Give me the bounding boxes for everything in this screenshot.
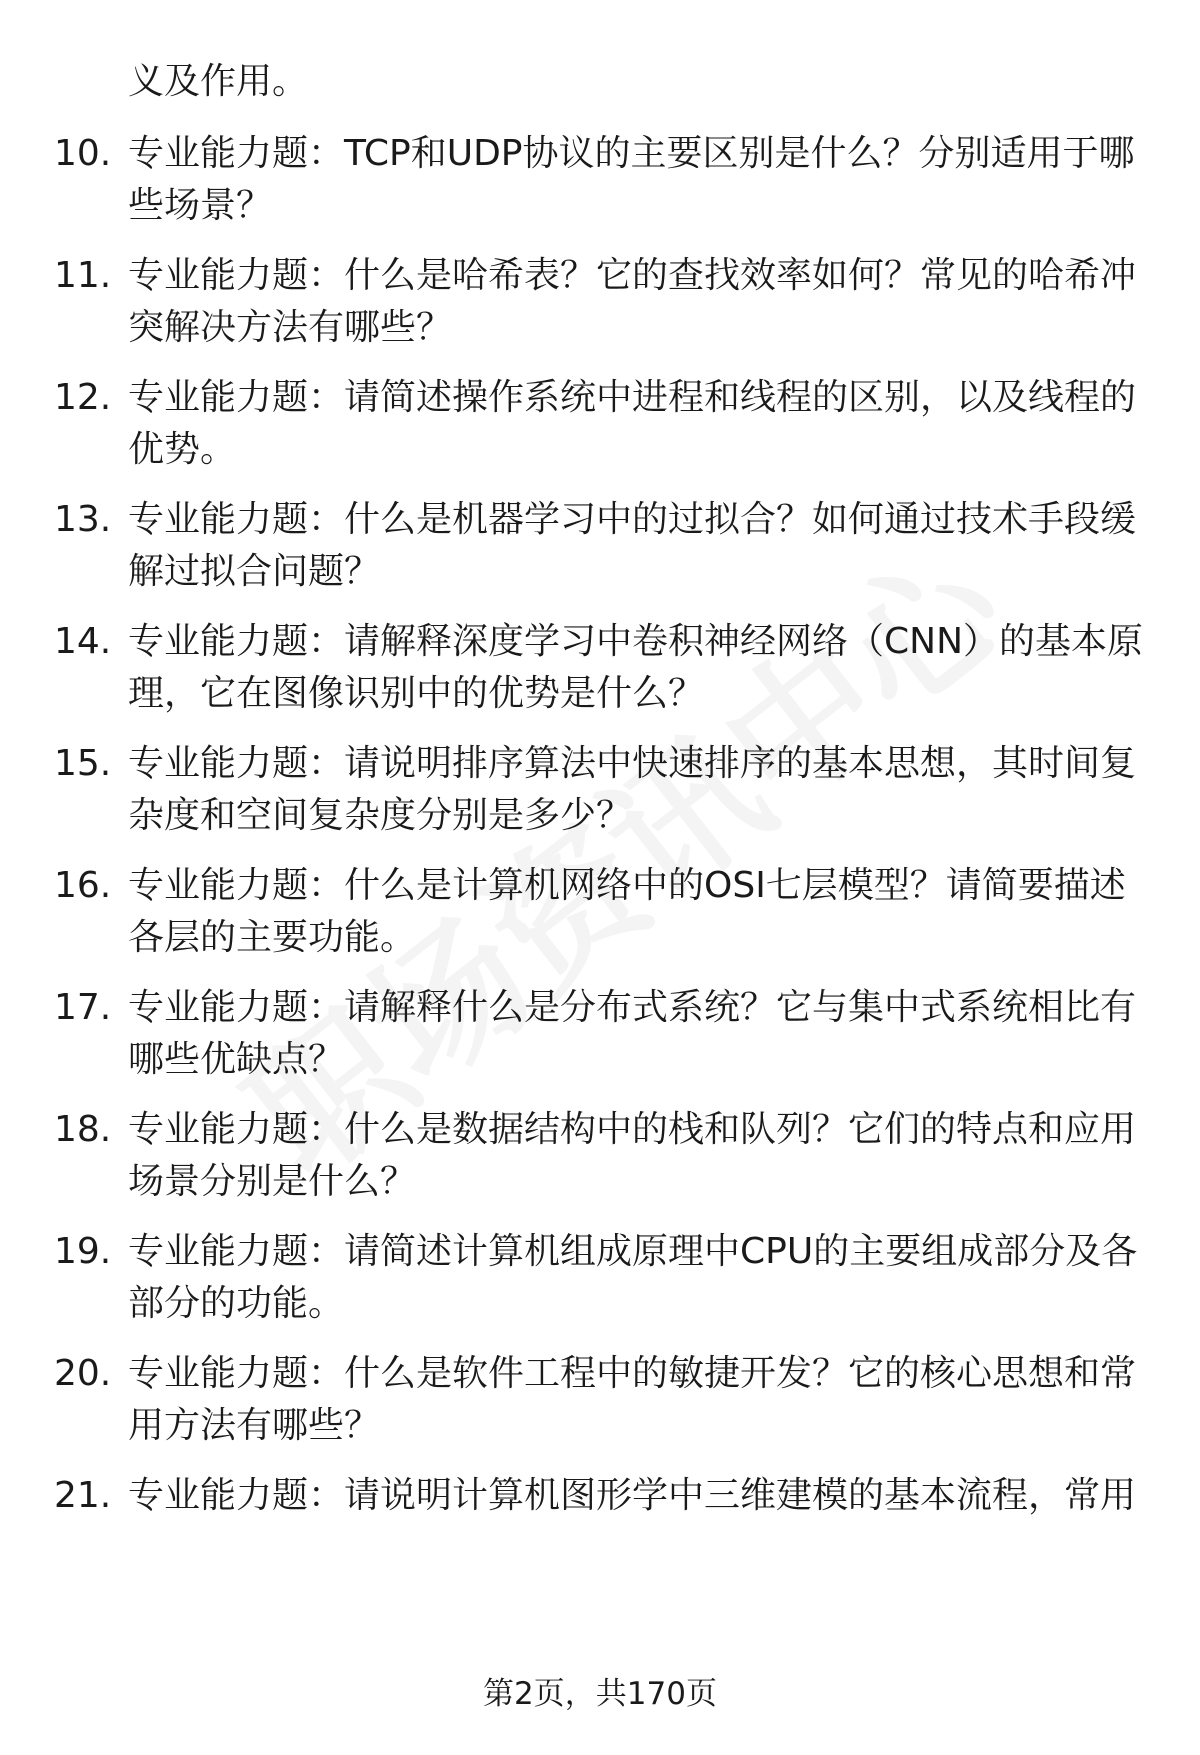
question-text-line: 优势。	[128, 429, 237, 470]
question-number: 10.	[54, 133, 112, 174]
question-text-line: 各层的主要功能。	[128, 917, 417, 958]
question-text-line: 专业能力题：什么是数据结构中的栈和队列？它们的特点和应用	[128, 1109, 1137, 1150]
question-text-line: 专业能力题：请说明排序算法中快速排序的基本思想，其时间复	[128, 743, 1137, 784]
question-text-line: 专业能力题：TCP和UDP协议的主要区别是什么？分别适用于哪	[128, 133, 1135, 174]
question-text-line: 专业能力题：请说明计算机图形学中三维建模的基本流程，常用	[128, 1475, 1137, 1516]
question-number: 17.	[54, 987, 112, 1028]
question-number: 19.	[54, 1231, 112, 1272]
question-number: 21.	[54, 1475, 112, 1516]
question-number: 15.	[54, 743, 112, 784]
continuation-text: 义及作用。	[128, 61, 309, 102]
question-text-line: 哪些优缺点？	[128, 1039, 345, 1080]
question-number: 11.	[54, 255, 112, 296]
question-number: 12.	[54, 377, 112, 418]
question-text-line: 部分的功能。	[128, 1283, 345, 1324]
question-text-line: 专业能力题：请解释深度学习中卷积神经网络（CNN）的基本原	[128, 621, 1143, 662]
question-text-line: 用方法有哪些？	[128, 1405, 381, 1446]
question-number: 18.	[54, 1109, 112, 1150]
question-text-line: 杂度和空间复杂度分别是多少？	[128, 795, 633, 836]
question-text-line: 解过拟合问题？	[128, 551, 381, 592]
question-text-line: 专业能力题：请简述计算机组成原理中CPU的主要组成部分及各	[128, 1231, 1138, 1272]
page-footer: 第2页，共170页	[483, 1676, 717, 1712]
question-text-line: 专业能力题：请简述操作系统中进程和线程的区别，以及线程的	[128, 377, 1137, 418]
question-text-line: 专业能力题：请解释什么是分布式系统？它与集中式系统相比有	[128, 987, 1137, 1028]
question-text-line: 些场景？	[128, 185, 273, 226]
question-text-line: 突解决方法有哪些？	[128, 307, 453, 348]
question-number: 16.	[54, 865, 112, 906]
question-number: 14.	[54, 621, 112, 662]
question-text-line: 场景分别是什么？	[128, 1161, 417, 1202]
question-number: 20.	[54, 1353, 112, 1394]
question-number: 13.	[54, 499, 112, 540]
question-text-line: 专业能力题：什么是机器学习中的过拟合？如何通过技术手段缓	[128, 499, 1137, 540]
question-text-line: 理，它在图像识别中的优势是什么？	[128, 673, 705, 714]
question-text-line: 专业能力题：什么是软件工程中的敏捷开发？它的核心思想和常	[128, 1353, 1137, 1394]
question-text-line: 专业能力题：什么是计算机网络中的OSI七层模型？请简要描述	[128, 865, 1126, 906]
question-text-line: 专业能力题：什么是哈希表？它的查找效率如何？常见的哈希冲	[128, 255, 1137, 296]
